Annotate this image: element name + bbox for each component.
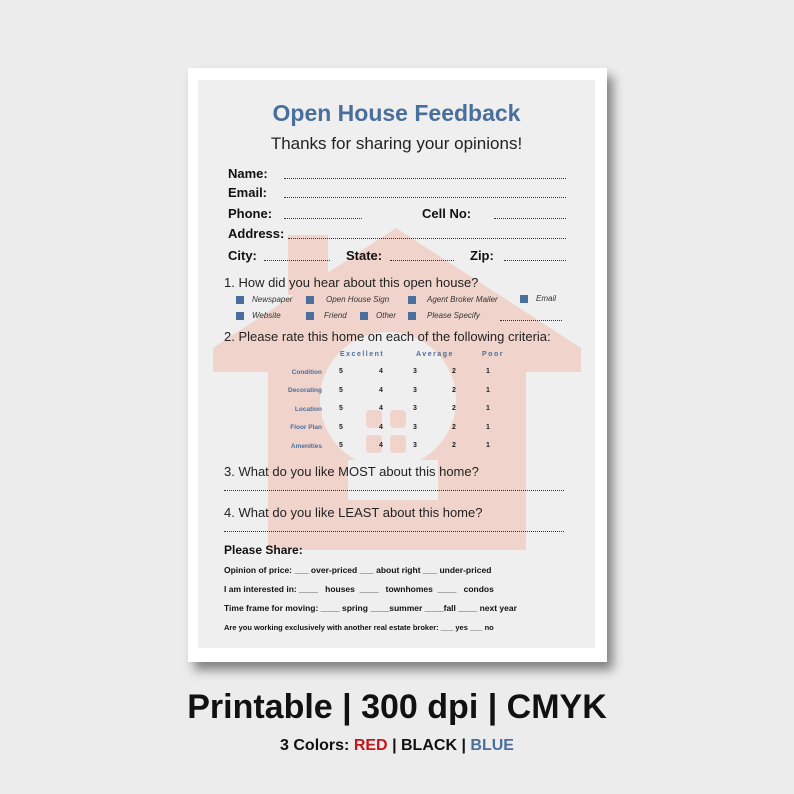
scale-excellent: Excellent: [340, 351, 385, 358]
zip-label: Zip:: [470, 248, 494, 263]
price-option-under[interactable]: under-priced: [439, 565, 492, 575]
broker-row: Are you working exclusively with another real estate broker: ___ yes ___ no: [224, 623, 494, 632]
option-open-house-sign: Open House Sign: [326, 295, 390, 304]
rating-option[interactable]: 2: [452, 423, 456, 431]
city-label: City:: [228, 248, 257, 263]
checkbox-friend[interactable]: [306, 312, 314, 320]
price-option-over[interactable]: over-priced: [310, 565, 358, 575]
timeframe-option-spring[interactable]: spring: [341, 603, 368, 613]
rating-option[interactable]: 1: [486, 442, 490, 449]
most-answer-field[interactable]: [224, 490, 564, 491]
checkbox-other[interactable]: [360, 312, 368, 320]
rating-option[interactable]: 3: [413, 405, 417, 412]
form-area: [198, 80, 595, 648]
address-field[interactable]: [288, 238, 566, 239]
cell-field[interactable]: [494, 218, 566, 219]
broker-option-yes[interactable]: yes: [455, 623, 468, 632]
checkbox-email[interactable]: [520, 295, 528, 303]
color-red: RED: [353, 737, 388, 754]
phone-label: Phone:: [228, 206, 273, 221]
question-3: 3. What do you like MOST about this home?: [224, 464, 479, 479]
rating-option[interactable]: 3: [413, 368, 417, 375]
checkbox-open-house-sign[interactable]: [306, 296, 314, 304]
rating-option[interactable]: 5: [339, 405, 343, 412]
rating-option[interactable]: 5: [339, 423, 343, 431]
zip-field[interactable]: [504, 260, 566, 261]
question-4: 4. What do you like LEAST about this home?: [224, 505, 483, 520]
checkbox-newspaper[interactable]: [236, 296, 244, 304]
price-label: Opinion of price:: [224, 565, 292, 575]
interest-option-townhomes[interactable]: townhomes: [385, 584, 433, 594]
rating-option[interactable]: 2: [452, 442, 456, 449]
rating-option[interactable]: 1: [486, 423, 490, 431]
option-newspaper: Newspaper: [252, 295, 293, 304]
phone-field[interactable]: [284, 218, 362, 219]
colors-label: 3 Colors:: [280, 737, 350, 754]
option-friend: Friend: [324, 311, 347, 320]
option-please-specify: Please Specify: [427, 311, 480, 320]
price-row: Opinion of price: ___ over-priced ___ about right ___ under-priced: [224, 565, 492, 575]
form-subtitle: Thanks for sharing your opinions!: [270, 134, 523, 153]
state-label: State:: [346, 248, 383, 263]
rating-option[interactable]: 2: [452, 386, 456, 394]
email-label: Email:: [228, 185, 268, 200]
criterion-label: Location: [294, 405, 322, 413]
address-label: Address:: [228, 226, 285, 241]
criterion-label: Floor Plan: [290, 424, 322, 431]
cell-label: Cell No:: [422, 206, 472, 221]
separator: |: [392, 737, 397, 754]
criterion-label: Amenities: [290, 442, 322, 450]
timeframe-option-fall[interactable]: fall: [443, 603, 456, 613]
state-field[interactable]: [390, 260, 454, 261]
rating-option[interactable]: 5: [339, 368, 343, 375]
share-heading: Please Share:: [224, 543, 303, 557]
scale-poor: Poor: [482, 351, 504, 358]
rating-option[interactable]: 5: [339, 386, 343, 394]
name-field[interactable]: [284, 178, 566, 179]
option-agent-broker-mailer: Agent Broker Mailer: [427, 295, 498, 304]
color-blue: BLUE: [470, 737, 514, 754]
broker-label: Are you working exclusively with another real estate broker:: [224, 623, 439, 632]
price-option-about[interactable]: about right: [376, 565, 421, 575]
city-field[interactable]: [264, 260, 330, 261]
rating-option[interactable]: 4: [379, 442, 383, 449]
rating-option[interactable]: 4: [379, 368, 383, 375]
option-email: Email: [536, 294, 557, 303]
option-other: Other: [376, 311, 397, 320]
checkbox-please-specify[interactable]: [408, 312, 416, 320]
least-answer-field[interactable]: [224, 531, 564, 532]
rating-option[interactable]: 1: [486, 368, 490, 375]
rating-option[interactable]: 4: [379, 386, 383, 394]
name-label: Name:: [228, 166, 268, 181]
interest-option-houses[interactable]: houses: [325, 584, 355, 594]
rating-option[interactable]: 1: [486, 386, 490, 394]
criterion-label: Condition: [291, 368, 322, 376]
interest-row: I am interested in: ____ houses ____ townhomes ____ condos: [224, 584, 494, 594]
rating-option[interactable]: 3: [413, 386, 417, 394]
email-field[interactable]: [284, 197, 566, 198]
separator: |: [461, 737, 466, 754]
criterion-label: Decorating: [288, 387, 322, 394]
question-2: 2. Please rate this home on each of the following criteria:: [224, 329, 551, 344]
rating-option[interactable]: 5: [339, 442, 343, 449]
interest-option-condos[interactable]: condos: [463, 584, 494, 594]
broker-option-no[interactable]: no: [484, 623, 494, 632]
rating-option[interactable]: 3: [413, 423, 417, 431]
product-tagline: Printable | 300 dpi | CMYK: [187, 688, 607, 726]
interest-label: I am interested in:: [224, 584, 297, 594]
rating-option[interactable]: 1: [486, 405, 490, 412]
rating-option[interactable]: 4: [379, 423, 383, 431]
specify-field[interactable]: [500, 320, 562, 321]
timeframe-label: Time frame for moving:: [224, 603, 319, 613]
color-black: BLACK: [401, 737, 457, 754]
timeframe-option-next-year[interactable]: next year: [479, 603, 517, 613]
rating-option[interactable]: 2: [452, 405, 456, 412]
form-title: Open House Feedback: [272, 100, 521, 126]
scale-average: Average: [416, 351, 454, 358]
rating-option[interactable]: 4: [379, 405, 383, 412]
question-1: 1. How did you hear about this open house?: [224, 275, 479, 290]
option-website: Website: [252, 311, 281, 320]
timeframe-option-summer[interactable]: summer: [389, 603, 423, 613]
rating-option[interactable]: 3: [413, 442, 417, 449]
rating-option[interactable]: 2: [452, 368, 456, 375]
colors-line: [0, 737, 794, 755]
checkbox-agent-broker-mailer[interactable]: [408, 296, 416, 304]
checkbox-website[interactable]: [236, 312, 244, 320]
timeframe-row: Time frame for moving: ____ spring ____summer ____fall ____ next year: [224, 603, 517, 613]
